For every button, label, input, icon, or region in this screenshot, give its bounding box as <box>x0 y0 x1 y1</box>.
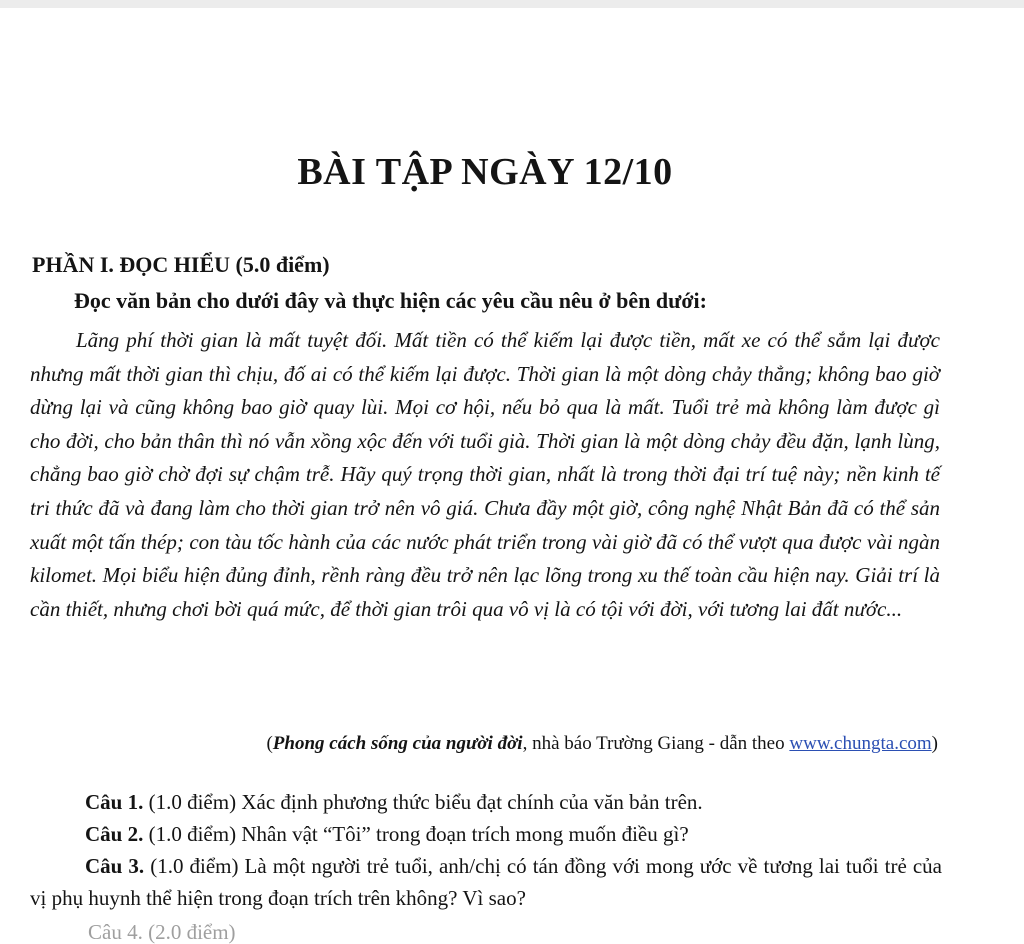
question-item <box>30 786 942 818</box>
question-list <box>30 786 942 914</box>
passage-citation <box>30 733 938 755</box>
question-item <box>30 850 942 914</box>
question-text: (1.0 điểm) Xác định phương thức biểu đạt chính của văn bản trên. <box>143 790 703 814</box>
document-title: BÀI TẬP NGÀY 12/10 <box>297 151 673 193</box>
citation-author: , nhà báo Trường Giang - dẫn theo <box>522 733 790 754</box>
citation-link[interactable]: www.chungta.com <box>789 733 932 754</box>
question-text: (1.0 điểm) Nhân vật “Tôi” trong đoạn trích mong muốn điều gì? <box>143 822 689 846</box>
citation-open: ( <box>266 733 273 754</box>
question-text: (1.0 điểm) Là một người trẻ tuổi, anh/chị có tán đồng với mong ước về tương lai tuổi trẻ của vị phụ huynh thể hiện trong đoạn trích trên không? Vì sao? <box>30 854 942 910</box>
section-heading: PHẦN I. ĐỌC HIỂU (5.0 điểm) <box>32 252 330 277</box>
question-label: Câu 1. <box>85 790 144 814</box>
cut-off-question-line: Câu 4. (2.0 điểm) <box>88 920 236 944</box>
citation-close: ) <box>931 733 938 754</box>
reading-passage: Lãng phí thời gian là mất tuyệt đối. Mất tiền có thể kiếm lại được tiền, mất xe có thể sắm lại được nhưng mất thời gian thì chịu, đố ai có thể kiếm lại được. Thời gian là một dòng chảy thẳng; không bao giờ dừng lại và cũng không bao giờ quay lùi. Mọi cơ hội, nếu bỏ qua là mất. Tuổi trẻ mà không làm được gì cho đời, cho bản thân thì nó vẫn xồng xộc đến với tuổi già. Thời gian là một dòng chảy đều đặn, lạnh lùng, chẳng bao giờ chờ đợi sự chậm trễ. Hãy quý trọng thời gian, nhất là trong thời đại trí tuệ này; nền kinh tế tri thức đã và đang làm cho thời gian trở nên vô giá. Chưa đầy một giờ, công nghệ Nhật Bản đã có thể sản xuất một tấn thép; con tàu tốc hành của các nước phát triển trong vài giờ đã có thể vượt qua được vài ngàn kilomet. Mọi biểu hiện đủng đỉnh, rềnh ràng đều trở nên lạc lõng trong xu thế toàn cầu hiện nay. Giải trí là cần thiết, nhưng chơi bời quá mức, để thời gian trôi qua vô vị là có tội với đời, với tương lai đất nước... <box>30 328 940 621</box>
question-label: Câu 2. <box>85 822 144 846</box>
reading-instruction: Đọc văn bản cho dưới đây và thực hiện các yêu cầu nêu ở bên dưới: <box>74 288 707 313</box>
question-item <box>30 818 942 850</box>
citation-source-title: Phong cách sống của người đời <box>272 733 523 754</box>
question-label: Câu 3. <box>85 854 145 878</box>
